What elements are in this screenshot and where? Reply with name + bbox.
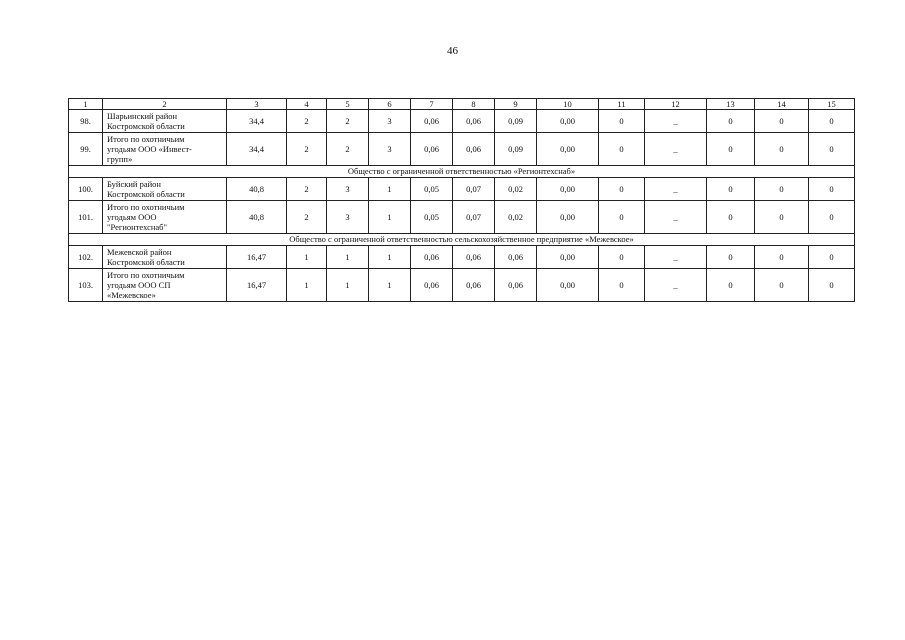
table-cell: 16,47 bbox=[227, 269, 287, 302]
table-cell: 0 bbox=[707, 246, 755, 269]
section-header-row bbox=[69, 234, 855, 246]
table-cell: 0,06 bbox=[453, 110, 495, 133]
table-cell: 0,00 bbox=[537, 110, 599, 133]
row-name: Итого по охотничьим угодьям ООО «Инвест- групп» bbox=[103, 133, 227, 166]
table-cell: 1 bbox=[369, 246, 411, 269]
header-cell: 12 bbox=[645, 99, 707, 110]
table-cell: 0 bbox=[707, 269, 755, 302]
table-cell: 0 bbox=[755, 133, 809, 166]
table-row bbox=[69, 269, 855, 302]
table-cell: 0,06 bbox=[453, 269, 495, 302]
table-cell: 0 bbox=[599, 269, 645, 302]
table-cell: 3 bbox=[369, 133, 411, 166]
table-cell: 0,00 bbox=[537, 133, 599, 166]
table-cell: 0,06 bbox=[411, 133, 453, 166]
table-cell: 0,00 bbox=[537, 269, 599, 302]
data-table bbox=[68, 98, 855, 302]
header-cell: 3 bbox=[227, 99, 287, 110]
table-cell: _ bbox=[645, 269, 707, 302]
table-cell: 0,05 bbox=[411, 178, 453, 201]
table-cell: 0 bbox=[809, 201, 855, 234]
table-cell: _ bbox=[645, 178, 707, 201]
table-row bbox=[69, 201, 855, 234]
table-cell: 34,4 bbox=[227, 110, 287, 133]
header-cell: 4 bbox=[287, 99, 327, 110]
row-number: 100. bbox=[69, 178, 103, 201]
table-cell: 0 bbox=[707, 110, 755, 133]
table-cell: 0 bbox=[599, 110, 645, 133]
table-cell: 0 bbox=[707, 133, 755, 166]
header-cell: 7 bbox=[411, 99, 453, 110]
table-cell: 0 bbox=[599, 133, 645, 166]
header-cell: 2 bbox=[103, 99, 227, 110]
table-cell: 0,06 bbox=[495, 246, 537, 269]
table-cell: 1 bbox=[369, 201, 411, 234]
table-cell: 0,06 bbox=[453, 246, 495, 269]
table-cell: _ bbox=[645, 133, 707, 166]
table-cell: 0 bbox=[809, 246, 855, 269]
table-cell: 34,4 bbox=[227, 133, 287, 166]
table-cell: 0,05 bbox=[411, 201, 453, 234]
header-row bbox=[69, 99, 855, 110]
table-cell: 0,09 bbox=[495, 110, 537, 133]
header-cell: 5 bbox=[327, 99, 369, 110]
table-cell: 1 bbox=[287, 246, 327, 269]
table-cell: _ bbox=[645, 246, 707, 269]
table-cell: 0,00 bbox=[537, 201, 599, 234]
table-row bbox=[69, 178, 855, 201]
header-cell: 1 bbox=[69, 99, 103, 110]
table-cell: 3 bbox=[327, 178, 369, 201]
table-cell: 2 bbox=[287, 110, 327, 133]
table-cell: 0,06 bbox=[453, 133, 495, 166]
table-cell: _ bbox=[645, 201, 707, 234]
table-cell: 3 bbox=[327, 201, 369, 234]
table-cell: 2 bbox=[287, 178, 327, 201]
table-cell: 2 bbox=[287, 201, 327, 234]
table-cell: 0,02 bbox=[495, 178, 537, 201]
table-cell: 2 bbox=[327, 133, 369, 166]
row-name: Межевской район Костромской области bbox=[103, 246, 227, 269]
table-cell: 0,02 bbox=[495, 201, 537, 234]
header-cell: 11 bbox=[599, 99, 645, 110]
table-cell: 0 bbox=[755, 246, 809, 269]
table-cell: 0 bbox=[599, 246, 645, 269]
header-cell: 8 bbox=[453, 99, 495, 110]
section-title: Общество с ограниченной ответственностью «Регионтехснаб» bbox=[69, 166, 855, 178]
header-cell: 6 bbox=[369, 99, 411, 110]
table-cell: 0 bbox=[599, 201, 645, 234]
table-cell: 0 bbox=[809, 178, 855, 201]
row-number: 99. bbox=[69, 133, 103, 166]
table-cell: 0 bbox=[707, 178, 755, 201]
table-cell: 0,06 bbox=[411, 110, 453, 133]
row-number: 101. bbox=[69, 201, 103, 234]
table-cell: 3 bbox=[369, 110, 411, 133]
table-cell: 2 bbox=[287, 133, 327, 166]
table-cell: 40,8 bbox=[227, 178, 287, 201]
table-cell: 0,06 bbox=[411, 269, 453, 302]
table-cell: _ bbox=[645, 110, 707, 133]
table-cell: 0 bbox=[809, 133, 855, 166]
row-number: 102. bbox=[69, 246, 103, 269]
table-cell: 0,00 bbox=[537, 246, 599, 269]
table-cell: 0,07 bbox=[453, 201, 495, 234]
table-cell: 0,06 bbox=[411, 246, 453, 269]
row-name: Итого по охотничьим угодьям ООО "Регионтехснаб" bbox=[103, 201, 227, 234]
table-row bbox=[69, 110, 855, 133]
table-cell: 0 bbox=[755, 269, 809, 302]
section-title: Общество с ограниченной ответственностью сельскохозяйственное предприятие «Межевское» bbox=[69, 234, 855, 246]
table-cell: 16,47 bbox=[227, 246, 287, 269]
table-cell: 2 bbox=[327, 110, 369, 133]
header-cell: 10 bbox=[537, 99, 599, 110]
table-row bbox=[69, 246, 855, 269]
table-cell: 0,00 bbox=[537, 178, 599, 201]
row-name: Буйский район Костромской области bbox=[103, 178, 227, 201]
table-cell: 0,06 bbox=[495, 269, 537, 302]
header-cell: 15 bbox=[809, 99, 855, 110]
table-cell: 0,09 bbox=[495, 133, 537, 166]
table-cell: 1 bbox=[327, 269, 369, 302]
table-cell: 0,07 bbox=[453, 178, 495, 201]
table-cell: 0 bbox=[755, 178, 809, 201]
table-cell: 0 bbox=[809, 269, 855, 302]
table-cell: 1 bbox=[327, 246, 369, 269]
table-cell: 0 bbox=[707, 201, 755, 234]
row-number: 98. bbox=[69, 110, 103, 133]
header-cell: 14 bbox=[755, 99, 809, 110]
table-cell: 1 bbox=[369, 269, 411, 302]
page-number: 46 bbox=[447, 45, 458, 57]
table-row bbox=[69, 133, 855, 166]
table-cell: 0 bbox=[755, 201, 809, 234]
row-number: 103. bbox=[69, 269, 103, 302]
section-header-row bbox=[69, 166, 855, 178]
header-cell: 13 bbox=[707, 99, 755, 110]
table-cell: 0 bbox=[809, 110, 855, 133]
table-cell: 1 bbox=[369, 178, 411, 201]
table-cell: 0 bbox=[599, 178, 645, 201]
table-cell: 0 bbox=[755, 110, 809, 133]
table-cell: 1 bbox=[287, 269, 327, 302]
header-cell: 9 bbox=[495, 99, 537, 110]
table-cell: 40,8 bbox=[227, 201, 287, 234]
row-name: Итого по охотничьим угодьям ООО СП «Межевское» bbox=[103, 269, 227, 302]
row-name: Шарьинский район Костромской области bbox=[103, 110, 227, 133]
